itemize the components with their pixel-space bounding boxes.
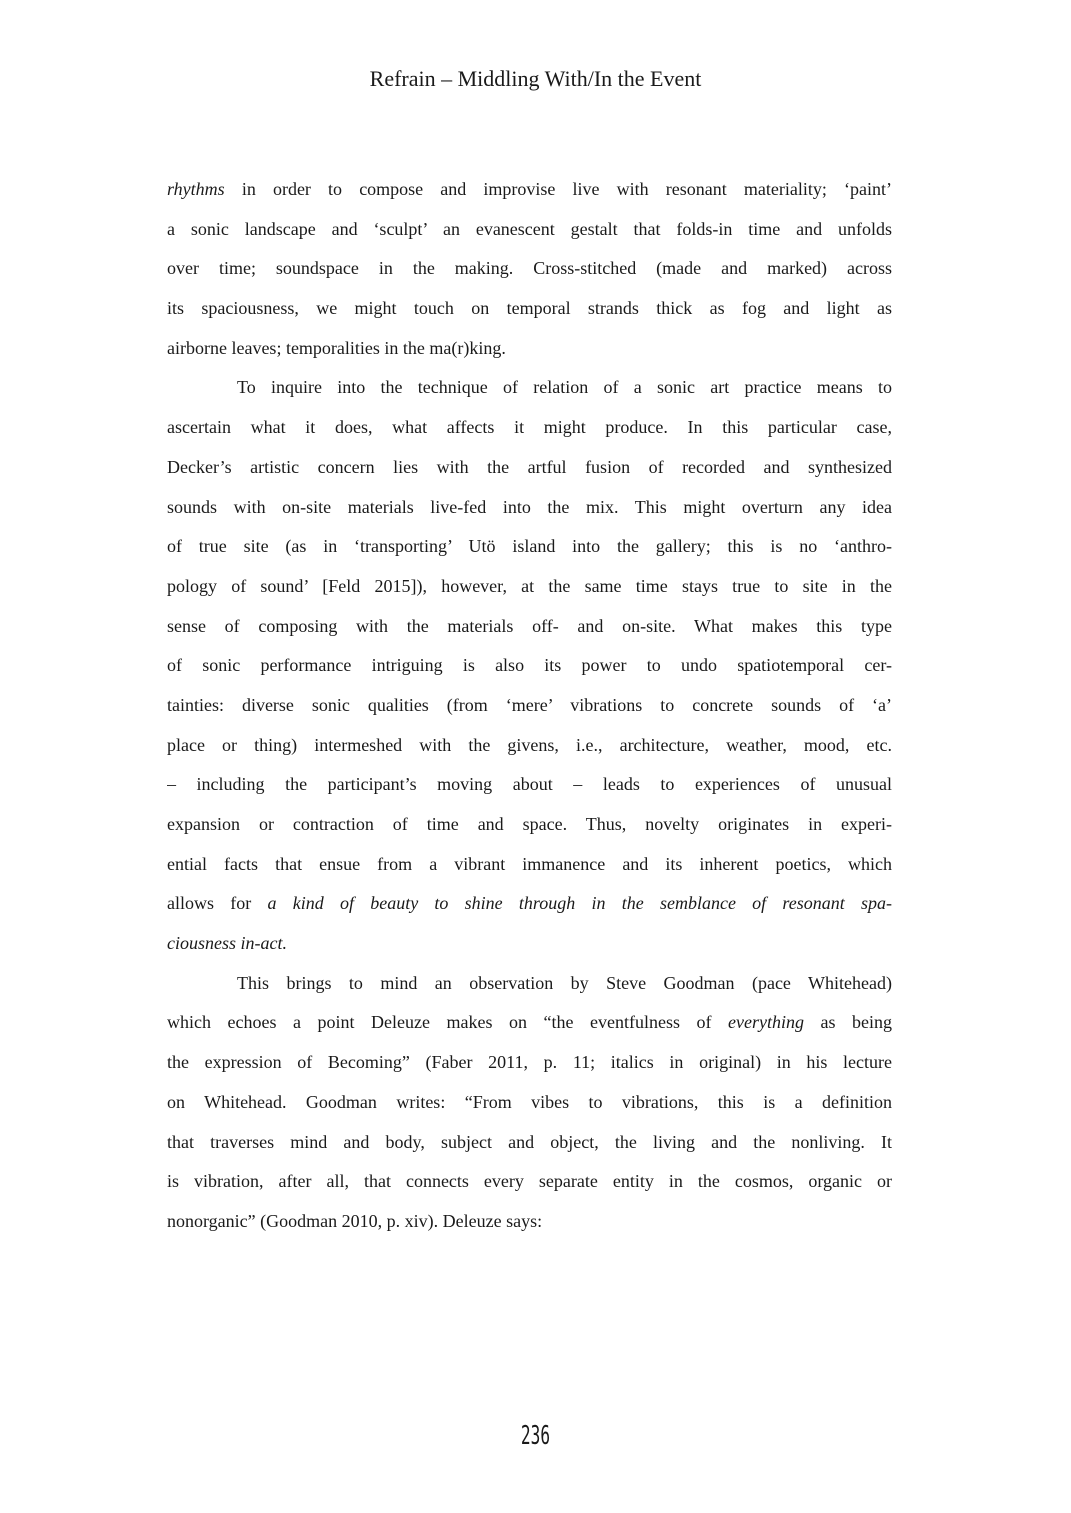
text-line: [167, 488, 892, 528]
text-segment: as being: [803, 1012, 892, 1033]
text-segment: airborne leaves; temporalities in the ma(r)king.: [167, 337, 506, 358]
text-line: [167, 1083, 892, 1123]
italic-text-segment: everything: [728, 1012, 804, 1033]
italic-text-segment: ciousness in-act.: [167, 933, 287, 954]
paragraph: [167, 964, 892, 1242]
text-segment: To inquire into the technique of relation of a sonic art practice means to: [237, 377, 892, 398]
text-segment: the expression of Becoming” (Faber 2011, p. 11; italics in original) in his lecture: [167, 1052, 892, 1073]
body-text: [167, 170, 892, 1242]
text-segment: ascertain what it does, what affects it might produce. In this particular case,: [167, 417, 892, 438]
text-line: [167, 726, 892, 766]
paragraph: [167, 368, 892, 963]
text-line: [167, 1162, 892, 1202]
text-segment: tainties: diverse sonic qualities (from ‘mere’ vibrations to concrete sounds of ‘a’: [167, 694, 892, 715]
text-line: [167, 1003, 892, 1043]
text-line: [167, 924, 892, 964]
text-line: [167, 567, 892, 607]
text-line: [167, 646, 892, 686]
text-line: [167, 884, 892, 924]
text-line: [167, 210, 892, 250]
text-line: [167, 765, 892, 805]
text-line: [167, 448, 892, 488]
text-segment: over time; soundspace in the making. Cross-stitched (made and marked) across: [167, 258, 892, 279]
running-head: Refrain – Middling With/In the Event: [369, 66, 702, 91]
text-segment: expansion or contraction of time and space. Thus, novelty originates in experi-: [167, 814, 892, 834]
text-line: [167, 845, 892, 885]
text-segment: a sonic landscape and ‘sculpt’ an evanescent gestalt that folds-in time and unfolds: [167, 218, 892, 239]
text-segment: is vibration, after all, that connects every separate entity in the cosmos, organic or: [167, 1171, 892, 1192]
text-segment: its spaciousness, we might touch on temporal strands thick as fog and light as: [167, 298, 892, 319]
text-line: [167, 964, 892, 1004]
text-segment: nonorganic” (Goodman 2010, p. xiv). Deleuze says:: [167, 1210, 543, 1231]
text-segment: ential facts that ensue from a vibrant immanence and its inherent poetics, which: [167, 853, 892, 874]
text-segment: sounds with on-site materials live-fed into the mix. This might overturn any idea: [167, 496, 892, 517]
text-line: [167, 686, 892, 726]
text-line: [167, 1123, 892, 1163]
text-line: [167, 805, 892, 845]
text-segment: Decker’s artistic concern lies with the artful fusion of recorded and synthesized: [167, 456, 892, 477]
text-segment: – including the participant’s moving about – leads to experiences of unusual: [167, 774, 892, 795]
text-segment: of true site (as in ‘transporting’ Utö island into the gallery; this is no ‘anthro-: [167, 536, 892, 557]
text-line: [167, 408, 892, 448]
text-line: [167, 368, 892, 408]
text-segment: of sonic performance intriguing is also its power to undo spatiotemporal cer-: [167, 655, 892, 676]
page-number: 236: [520, 1421, 551, 1451]
text-line: [167, 329, 892, 369]
text-segment: allows for: [167, 893, 268, 914]
text-segment: in order to compose and improvise live with resonant materiality; ‘paint’: [224, 179, 892, 199]
paragraph: [167, 170, 892, 368]
text-segment: that traverses mind and body, subject and object, the living and the nonliving. It: [167, 1131, 892, 1152]
italic-text-segment: rhythms: [167, 179, 225, 199]
text-segment: sense of composing with the materials off- and on-site. What makes this type: [167, 615, 892, 636]
text-segment: This brings to mind an observation by Steve Goodman (pace Whitehead): [237, 972, 892, 993]
text-line: [167, 527, 892, 567]
italic-text-segment: a kind of beauty to shine through in the semblance of resonant spa-: [267, 893, 892, 914]
text-segment: place or thing) intermeshed with the givens, i.e., architecture, weather, mood, etc.: [167, 734, 892, 755]
text-line: [167, 289, 892, 329]
text-line: [167, 1202, 892, 1242]
text-line: [167, 249, 892, 289]
page-footer: [0, 1421, 1071, 1451]
text-line: [167, 607, 892, 647]
text-segment: pology of sound’ [Feld 2015]), however, at the same time stays true to site in the: [167, 575, 892, 596]
text-segment: on Whitehead. Goodman writes: “From vibes to vibrations, this is a definition: [167, 1091, 892, 1112]
text-line: [167, 170, 892, 210]
text-line: [167, 1043, 892, 1083]
text-segment: which echoes a point Deleuze makes on “the eventfulness of: [167, 1012, 729, 1033]
